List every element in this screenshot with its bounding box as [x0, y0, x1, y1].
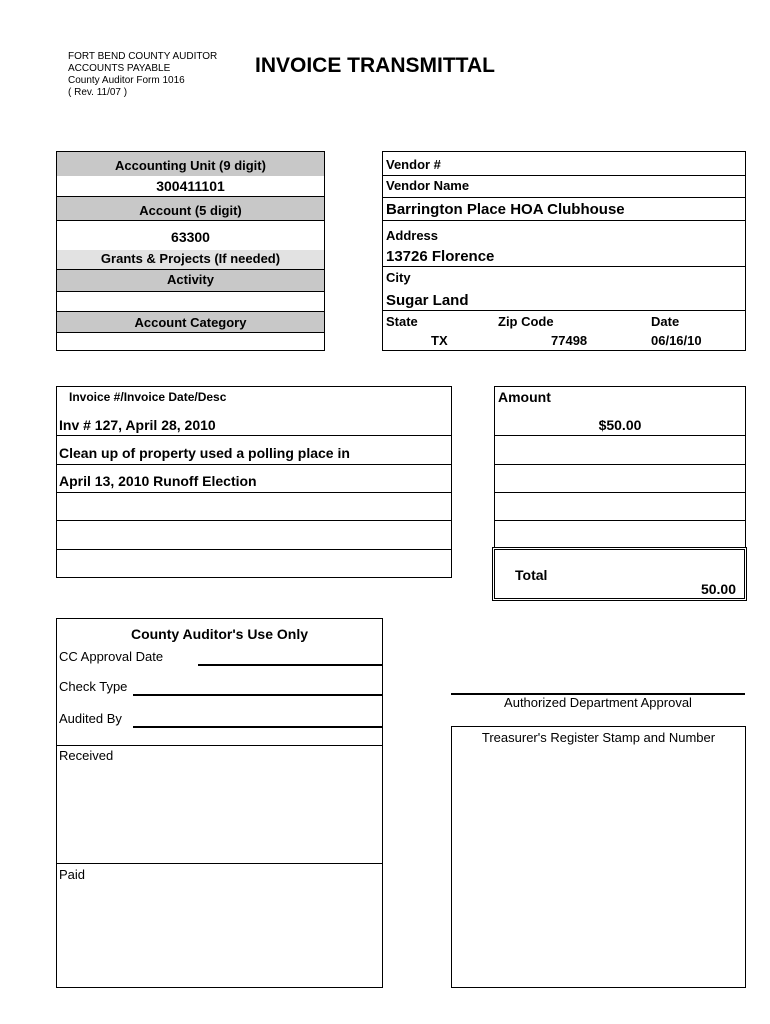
account-category-value[interactable] [57, 332, 324, 350]
invoice-desc-header: Invoice #/Invoice Date/Desc [69, 390, 227, 404]
check-type-line[interactable] [133, 694, 382, 696]
treasurer-label: Treasurer's Register Stamp and Number [481, 730, 716, 745]
zip-value[interactable]: 77498 [551, 333, 588, 348]
account-category-label: Account Category [57, 311, 324, 332]
check-type-label: Check Type [59, 679, 128, 694]
date-value[interactable]: 06/16/10 [651, 333, 702, 348]
amount-value-1[interactable]: $50.00 [598, 417, 642, 433]
state-value[interactable]: TX [431, 333, 448, 348]
treasurer-stamp-box[interactable] [451, 726, 746, 988]
zip-label: Zip Code [498, 314, 554, 329]
address-value[interactable]: 13726 Florence [386, 248, 495, 265]
auditor-box [56, 618, 383, 988]
account-value[interactable]: 63300 [57, 220, 324, 250]
amount-box [494, 386, 746, 548]
activity-value[interactable] [57, 291, 324, 311]
date-label: Date [651, 314, 680, 329]
audited-by-line[interactable] [133, 726, 382, 728]
auditor-title: County Auditor's Use Only [130, 626, 309, 642]
account-label: Account (5 digit) [57, 196, 324, 220]
received-label: Received [59, 748, 114, 763]
cc-approval-label: CC Approval Date [59, 649, 164, 664]
address-label: Address [386, 228, 439, 243]
vendor-number-label: Vendor # [386, 157, 441, 172]
department-approval-label: Authorized Department Approval [504, 695, 692, 710]
state-label: State [386, 314, 418, 329]
city-value[interactable]: Sugar Land [386, 292, 469, 309]
invoice-line-3[interactable]: April 13, 2010 Runoff Election [59, 473, 257, 489]
header-line-2: ACCOUNTS PAYABLE [68, 63, 171, 74]
activity-label: Activity [57, 269, 324, 291]
vendor-name-label: Vendor Name [386, 178, 470, 193]
total-box [492, 547, 747, 601]
accounting-box [56, 151, 325, 351]
total-label: Total [515, 567, 548, 583]
city-label: City [386, 270, 411, 285]
invoice-line-1[interactable]: Inv # 127, April 28, 2010 [59, 417, 216, 433]
cc-approval-line[interactable] [198, 664, 382, 666]
header-line-3: County Auditor Form 1016 [68, 75, 185, 86]
vendor-box [382, 151, 746, 351]
invoice-description-box [56, 386, 452, 578]
invoice-line-2[interactable]: Clean up of property used a polling place in [59, 445, 350, 461]
paid-label: Paid [59, 867, 86, 882]
header-line-4: ( Rev. 11/07 ) [68, 87, 128, 98]
vendor-name-value[interactable]: Barrington Place HOA Clubhouse [386, 201, 625, 218]
form-header [68, 51, 217, 99]
accounting-unit-value[interactable]: 300411101 [156, 178, 225, 194]
total-value[interactable]: 50.00 [700, 581, 736, 597]
grants-label: Grants & Projects (If needed) [57, 250, 324, 269]
amount-label: Amount [498, 389, 551, 405]
header-line-1: FORT BEND COUNTY AUDITOR [68, 51, 218, 62]
audited-by-label: Audited By [59, 711, 122, 726]
form-title: INVOICE TRANSMITTAL [255, 54, 495, 77]
accounting-unit-label: Accounting Unit (9 digit) [57, 152, 324, 176]
